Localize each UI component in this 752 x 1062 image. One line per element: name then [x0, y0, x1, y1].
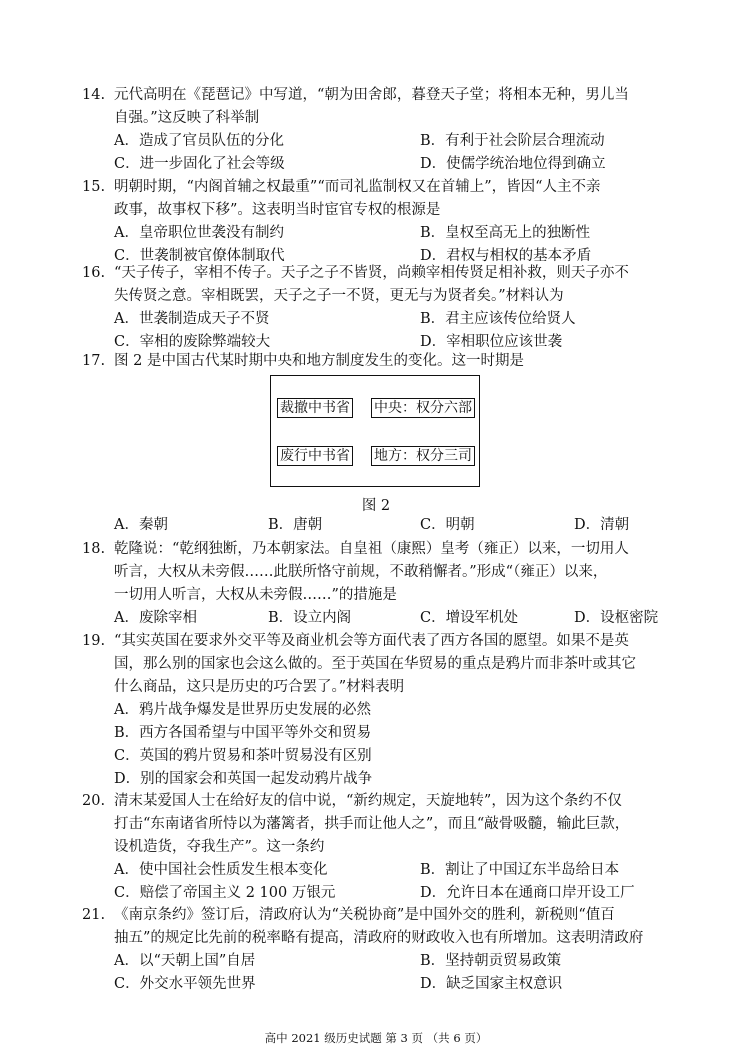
figure-caption: 图 2	[361, 498, 391, 514]
option-a: A．皇帝职位世袭没有制约	[114, 225, 284, 241]
option-b: B．设立内阁	[268, 610, 352, 626]
option-d: D．使儒学统治地位得到确立	[420, 156, 606, 172]
question-number: 21.	[82, 907, 106, 923]
option-b: B．西方各国希望与中国平等外交和贸易	[114, 725, 372, 741]
option-b: B．皇权至高无上的独断性	[420, 225, 591, 241]
option-d: D．宰相职位应该世袭	[420, 334, 563, 350]
question-stem-line: 设机造货，夺我生产”。这一条约	[114, 839, 325, 855]
option-c: C．进一步固化了社会等级	[114, 156, 285, 172]
question-20	[82, 790, 682, 905]
option-b: B．割让了中国辽东半岛给日本	[420, 862, 620, 878]
option-b: B．坚持朝贡贸易政策	[420, 953, 562, 969]
option-row	[82, 859, 682, 882]
question-number: 17.	[82, 353, 106, 369]
option-d: D．缺乏国家主权意识	[420, 976, 563, 992]
question-stem-line: 政事，故事权下移”。这表明当时宦官专权的根源是	[114, 202, 441, 218]
question-stem-line: 听言，大权从未旁假……此朕所恪守前规，不敢稍懈者。”形成“（雍正）以来，	[114, 564, 608, 580]
option-b: B．有利于社会阶层合理流动	[420, 133, 605, 149]
option-c: C．明朝	[420, 517, 475, 533]
question-stem-line: 图 2 是中国古代某时期中央和地方制度发生的变化。这一时期是	[114, 353, 524, 369]
option-row	[82, 607, 682, 630]
option-b: B．君主应该传位给贤人	[420, 311, 576, 327]
diagram-box-abolish-zhongshu: 裁撤中书省	[277, 398, 353, 418]
option-a: A．世袭制造成天子不贤	[114, 311, 270, 327]
question-number: 19.	[82, 633, 106, 649]
option-row	[82, 308, 682, 331]
question-stem-line: 《南京条约》签订后，清政府认为“关税协商”是中国外交的胜利，新税则“值百	[114, 907, 615, 923]
question-stem-line: 元代高明在《琵琶记》中写道，“朝为田舍郎，暮登天子堂；将相本无种，男儿当	[114, 87, 629, 103]
question-15	[82, 176, 682, 268]
question-stem-line: “天子传子，宰相不传子。天子之子不皆贤，尚赖宰相传贤足相补救，则天子亦不	[114, 265, 629, 281]
option-d: D．允许日本在通商口岸开设工厂	[420, 885, 635, 901]
option-c: C．增设军机处	[420, 610, 519, 626]
option-c: C．赔偿了帝国主义 2 100 万银元	[114, 885, 336, 901]
option-a: A．造成了官员队伍的分化	[114, 133, 284, 149]
option-row	[82, 882, 682, 905]
question-stem-line: 抽五”的规定比先前的税率略有提高，清政府的财政收入也有所增加。这表明清政府	[114, 930, 644, 946]
question-18	[82, 538, 682, 630]
question-number: 15.	[82, 179, 106, 195]
option-a: A．鸦片战争爆发是世界历史发展的必然	[114, 702, 371, 718]
option-d: D．清朝	[574, 517, 630, 533]
question-stem-line: 一切用人听言，大权从未旁假……”的措施是	[114, 587, 397, 603]
option-a: A．废除宰相	[114, 610, 197, 626]
question-17-options	[82, 514, 682, 537]
option-a: A．以“天朝上国”自居	[114, 953, 256, 969]
option-d: D．别的国家会和英国一起发动鸦片战争	[114, 771, 373, 787]
question-stem-line: “其实英国在要求外交平等及商业机会等方面代表了西方各国的愿望。如果不是英	[114, 633, 629, 649]
question-stem-line: 什么商品，这只是历史的巧合罢了。”材料表明	[114, 679, 405, 695]
page-footer: 高中 2021 级历史试题 第 3 页 （共 6 页）	[264, 1031, 488, 1045]
question-stem-line: 清末某爱国人士在给好友的信中说，“新约规定，天旋地转”，因为这个条约不仅	[114, 793, 622, 809]
question-16	[82, 262, 682, 354]
option-b: B．唐朝	[268, 517, 323, 533]
question-14	[82, 84, 682, 176]
option-d: D．君权与相权的基本矛盾	[420, 248, 592, 264]
option-row	[82, 514, 682, 537]
question-stem-line: 打击“东南诸省所恃以为藩篱者，拱手而让他人之”，而且“敲骨吸髓，输此巨款，	[114, 816, 630, 832]
question-number: 14.	[82, 87, 106, 103]
option-row	[82, 973, 682, 996]
question-21	[82, 904, 682, 996]
question-number: 16.	[82, 265, 106, 281]
diagram-box-central-six-ministries: 中央：权分六部	[371, 398, 475, 418]
option-a: A．使中国社会性质发生根本变化	[114, 862, 328, 878]
question-number: 18.	[82, 541, 106, 557]
option-row	[82, 153, 682, 176]
diagram-box-abolish-xing-zhongshu: 废行中书省	[277, 446, 353, 466]
option-c: C．外交水平领先世界	[114, 976, 256, 992]
option-row	[82, 130, 682, 153]
option-c: C．世袭制被官僚体制取代	[114, 248, 285, 264]
question-stem-line: 明朝时期，“内阁首辅之权最重”“而司礼监制权又在首辅上”，皆因“人主不亲	[114, 179, 601, 195]
option-row	[82, 222, 682, 245]
question-stem-line: 失传贤之意。宰相既罢，天子之子一不贤，更无与为贤者矣。”材料认为	[114, 288, 564, 304]
option-c: C．宰相的废除弊端较大	[114, 334, 271, 350]
question-17	[82, 350, 682, 373]
option-d: D．设枢密院	[574, 610, 659, 626]
option-row	[82, 950, 682, 973]
diagram-box-local-three-offices: 地方：权分三司	[371, 446, 475, 466]
question-stem-line: 自强。”这反映了科举制	[114, 110, 260, 126]
question-stem-line: 国，那么别的国家也会这么做的。至于英国在华贸易的重点是鸦片而非茶叶或其它	[114, 656, 636, 672]
question-stem-line: 乾隆说：“乾纲独断，乃本朝家法。自皇祖（康熙）皇考（雍正）以来，一切用人	[114, 541, 629, 557]
question-19	[82, 630, 682, 791]
question-number: 20.	[82, 793, 106, 809]
figure-2-diagram	[270, 375, 480, 487]
option-a: A．秦朝	[114, 517, 168, 533]
option-c: C．英国的鸦片贸易和茶叶贸易没有区别	[114, 748, 372, 764]
